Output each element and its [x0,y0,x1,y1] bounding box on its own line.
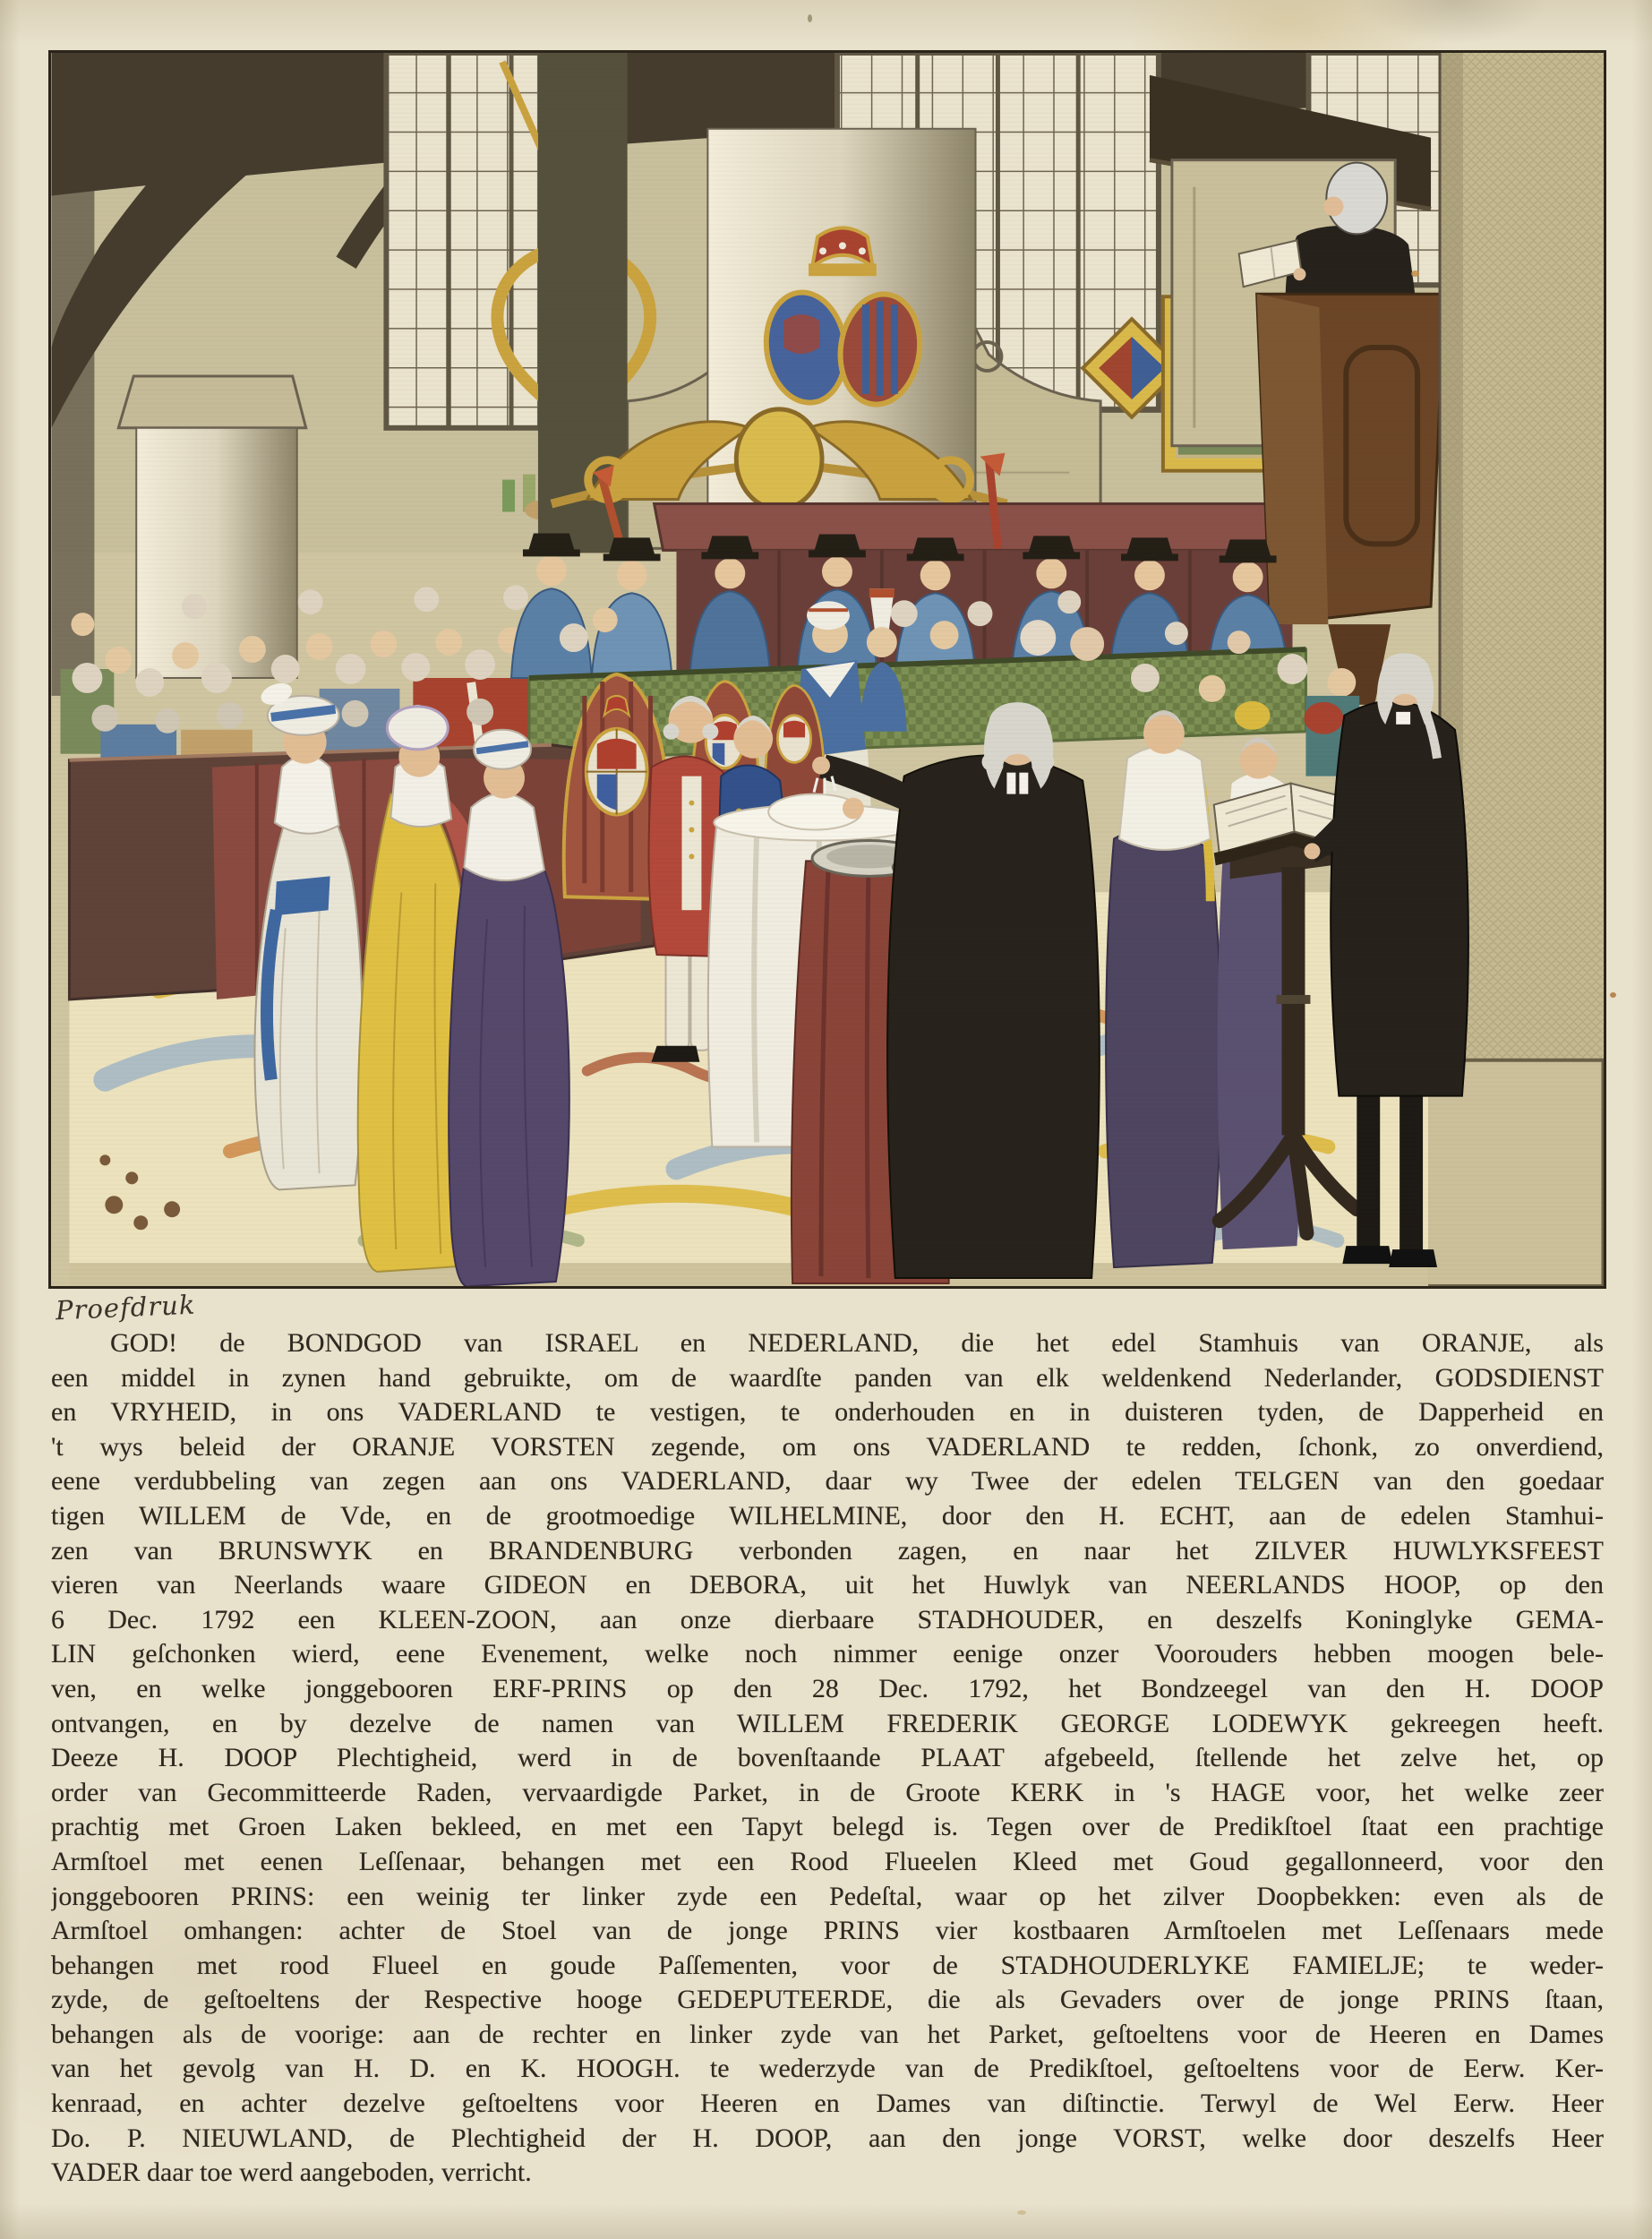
caption-line: 6 Dec. 1792 een KLEEN-ZOON, aan onze dierbaare STADHOUDER, en deszelfs Koninglyke GEMA- [51,1604,1604,1634]
caption-line: van het gevolg van H. D. en K. HOOGH. te wederzyde van de Predikſtoel, geſtoeltens voor de Eerw. Ker- [51,2054,1604,2084]
proof-inscription: Proefdruk [55,1289,197,1326]
caption-line: 't wys beleid der ORANJE VORSTEN zegende, om ons VADERLAND te redden, ſchonk, zo onverdiend, [51,1431,1604,1462]
paper-speck [808,14,812,22]
caption-line: tigen WILLEM de Vde, en de grootmoedige WILHELMINE, door den H. ECHT, aan de edelen Stamhui- [51,1500,1604,1531]
caption-line: kenraad, en achter dezelve geſtoeltens voor Heeren en Dames van diſtinctie. Terwyl de Wel Eerw. Heer [51,2089,1604,2119]
caption-line: zyde, de geſtoeltens der Respective hooge GEDEPUTEERDE, die als Gevaders over de jonge PRINS ſtaan, [51,1985,1604,2015]
engraving-texture-overlay [52,53,1604,1286]
caption-line: vieren van Neerlands waare GIDEON en DEBORA, uit het Huwlyk van NEERLANDS HOOP, op den [51,1570,1604,1600]
caption-line: LIN geſchonken wierd, eene Evenement, welke noch nimmer eenige onzer Voorouders hebben moogen bele- [51,1639,1604,1669]
engraving-plate [48,50,1606,1289]
caption-line: order van Gecommitteerde Raden, vervaardigde Parket, in de Groote KERK in 's HAGE voor, het welke zeer [51,1777,1604,1807]
caption-block [51,1326,1604,2191]
caption-line: eene verdubbeling van zegen aan ons VADERLAND, daar wy Twee der edelen TELGEN van den goedaar [51,1466,1604,1497]
caption-line: behangen als de voorige: aan de rechter en linker zyde van het Parket, geſtoeltens voor de Heeren en Dames [51,2019,1604,2049]
caption-line: prachtig met Groen Laken bekleed, en met een Tapyt belegd is. Tegen over de Predikſtoel ſtaat een prachtige [51,1812,1604,1842]
caption-line: VADER daar toe werd aangeboden, verricht. [51,2158,532,2188]
caption-line: Do. P. NIEUWLAND, de Plechtigheid der H. DOOP, aan den jonge VORST, welke door deszelfs Heer [51,2123,1604,2153]
caption-line: Armſtoel met eenen Leſſenaar, behangen met een Rood Flueelen Kleed met Goud gegallonneerd, voor den [51,1846,1604,1876]
caption-line: Deeze H. DOOP Plechtigheid, werd in de bovenſtaande PLAAT afgebeeld, ſtellende het zelve het, op [51,1743,1604,1773]
caption-line: behangen met rood Flueel en goude Paſſementen, voor de STADHOUDERLYKE FAMIELJE; te weder- [51,1950,1604,1980]
caption-line: en VRYHEID, in ons VADERLAND te vestigen, te onderhouden en in duisteren tyden, de Dapperheid en [51,1397,1604,1428]
paper-speck [1411,270,1419,277]
paper-speck [1610,992,1616,998]
caption-line: een middel in zynen hand gebruikte, om de waardſte panden van elk weldenkend Nederlander, GODSDIENST [51,1362,1604,1393]
caption-line: ontvangen, en by dezelve de namen van WILLEM FREDERIK GEORGE LODEWYK gekreegen heeft. [51,1708,1604,1738]
caption-line: zen van BRUNSWYK en BRANDENBURG verbonden zagen, en naar het ZILVER HUWLYKSFEEST [51,1535,1604,1566]
caption-line: GOD! de BONDGOD van ISRAEL en NEDERLAND, die het edel Stamhuis van ORANJE, als [110,1328,1604,1358]
caption-line: ven, en welke jonggebooren ERF-PRINS op den 28 Dec. 1792, het Bondzeegel van den H. DOOP [51,1673,1604,1703]
paper-speck [1017,2210,1026,2215]
church-baptism-scene [51,53,1604,1286]
caption-line: Armſtoel omhangen: achter de Stoel van de jonge PRINS vier kostbaaren Armſtoelen met Leſſenaars mede [51,1916,1604,1946]
caption-line: jonggebooren PRINS: een weinig ter linker zyde een Pedeſtal, waar op het zilver Doopbekken: even als de [51,1881,1604,1911]
